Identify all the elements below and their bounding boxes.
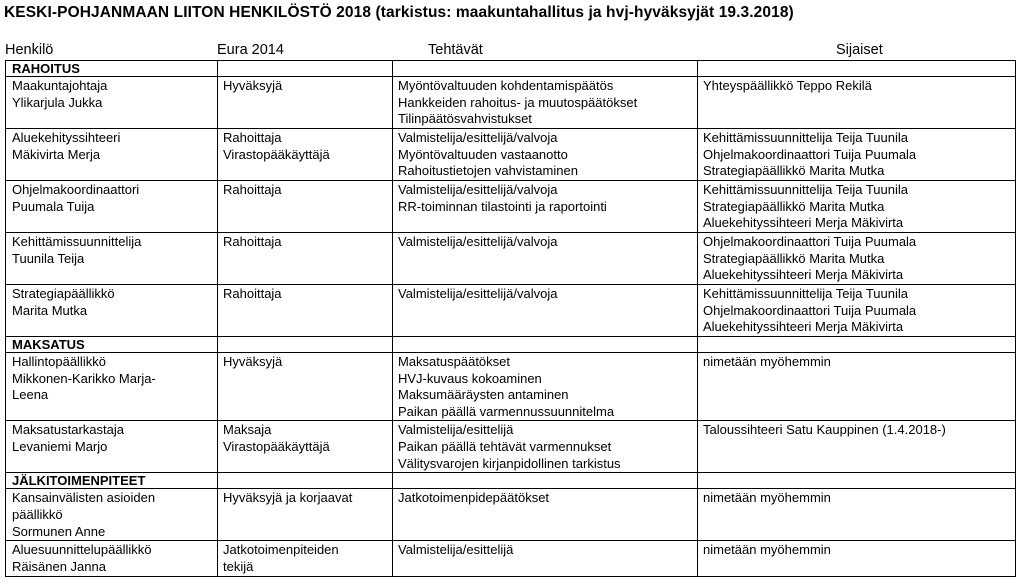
cell-line: Valmistelija/esittelijä/valvoja	[398, 286, 558, 301]
person-cell	[6, 489, 218, 541]
cell-line: Maksaja	[223, 422, 272, 438]
cell-line: Mikkonen-Karikko Marja-	[12, 370, 156, 386]
role-cell	[218, 181, 393, 233]
tasks-cell	[393, 233, 698, 285]
cell-line: Ohjelmakoordinaattori Tuija Puumala	[703, 302, 917, 318]
cell-line: Maksumääräysten antaminen	[398, 387, 569, 403]
column-header-tasks: Tehtävät	[428, 42, 483, 58]
cell-line: Hyväksyjä	[223, 78, 283, 93]
cell-line: Rahoittaja	[223, 234, 282, 249]
cell-line: Hyväksyjä ja korjaavat	[223, 490, 353, 506]
cell-line: nimetään myöhemmin	[703, 354, 831, 369]
section-empty-cell	[218, 337, 393, 353]
cell-line: Strategiapäällikkö Marita Mutka	[703, 198, 885, 214]
cell-line: HVJ-kuvaus kokoaminen	[398, 370, 542, 386]
person-cell	[6, 233, 218, 285]
section-empty-cell	[698, 337, 1016, 353]
person-cell	[6, 353, 218, 421]
cell-line: Maksatustarkastaja	[12, 422, 124, 438]
cell-line: Rahoittaja	[223, 130, 282, 145]
cell-line: Sormunen Anne	[12, 523, 106, 539]
cell-line: Kehittämissuunnittelija Teija Tuunila	[703, 286, 908, 301]
section-empty-cell	[393, 473, 698, 489]
cell-line: Strategiapäällikkö	[12, 286, 115, 301]
column-header-deputies: Sijaiset	[836, 42, 883, 58]
section-empty-cell	[698, 61, 1016, 77]
section-title: JÄLKITOIMENPITEET	[6, 473, 218, 489]
cell-line: Virastopääkäyttäjä	[223, 438, 330, 454]
table-row	[6, 489, 1016, 541]
cell-line: Paikan päällä varmennussuunnitelma	[398, 403, 615, 419]
cell-line: Ylikarjula Jukka	[12, 94, 103, 110]
cell-line: Hankkeiden rahoitus- ja muutospäätökset	[398, 94, 638, 110]
deputies-cell	[698, 77, 1016, 129]
cell-line: Tilinpäätösvahvistukset	[398, 111, 532, 127]
cell-line: Rahoitustietojen vahvistaminen	[398, 163, 578, 179]
cell-line: Aluesuunnittelupäällikkö	[12, 542, 152, 558]
tasks-cell	[393, 181, 698, 233]
column-header-eura-2014: Eura 2014	[217, 42, 284, 58]
section-empty-cell	[218, 61, 393, 77]
cell-line: Kehittämissuunnittelija Teija Tuunila	[703, 182, 908, 197]
deputies-cell	[698, 285, 1016, 337]
cell-line: Rahoittaja	[223, 182, 282, 197]
cell-line: Taloussihteeri Satu Kauppinen (1.4.2018-)	[703, 422, 946, 438]
tasks-cell	[393, 489, 698, 541]
cell-line: Hallintopäällikkö	[12, 354, 106, 369]
table-row	[6, 129, 1016, 181]
section-title: RAHOITUS	[6, 61, 218, 77]
table-row	[6, 353, 1016, 421]
tasks-cell	[393, 353, 698, 421]
table-row	[6, 421, 1016, 473]
cell-line: Aluekehityssihteeri Merja Mäkivirta	[703, 267, 904, 283]
section-empty-cell	[393, 337, 698, 353]
table-row	[6, 181, 1016, 233]
table-row	[6, 233, 1016, 285]
tasks-cell	[393, 421, 698, 473]
role-cell	[218, 353, 393, 421]
person-cell	[6, 129, 218, 181]
person-cell	[6, 77, 218, 129]
section-title: MAKSATUS	[6, 337, 218, 353]
table-row	[6, 77, 1016, 129]
cell-line: Valmistelija/esittelijä/valvoja	[398, 234, 558, 249]
cell-line: päällikkö	[12, 506, 63, 522]
deputies-cell	[698, 541, 1016, 577]
deputies-cell	[698, 233, 1016, 285]
cell-line: Virastopääkäyttäjä	[223, 146, 330, 162]
cell-line: Yhteyspäällikkö Teppo Rekilä	[703, 78, 872, 93]
cell-line: Jatkotoimenpiteiden	[223, 542, 339, 558]
section-empty-cell	[393, 61, 698, 77]
person-cell	[6, 421, 218, 473]
cell-line: Ohjelmakoordinaattori	[12, 182, 140, 197]
section-row	[6, 473, 1016, 489]
document-title: KESKI-POHJANMAAN LIITON HENKILÖSTÖ 2018 (tarkistus: maakuntahallitus ja hvj-hyväksyjät 19.3.2018)	[4, 4, 794, 21]
cell-line: Räisänen Janna	[12, 558, 106, 574]
tasks-cell	[393, 129, 698, 181]
role-cell	[218, 541, 393, 577]
cell-line: Ohjelmakoordinaattori Tuija Puumala	[703, 146, 917, 162]
cell-line: Leena	[12, 387, 49, 403]
person-cell	[6, 285, 218, 337]
cell-line: Mäkivirta Merja	[12, 146, 101, 162]
role-cell	[218, 129, 393, 181]
cell-line: Valmistelija/esittelijä	[398, 542, 514, 558]
cell-line: Kehittämissuunnittelija	[12, 234, 142, 249]
deputies-cell	[698, 489, 1016, 541]
cell-line: Ohjelmakoordinaattori Tuija Puumala	[703, 234, 917, 249]
cell-line: Strategiapäällikkö Marita Mutka	[703, 250, 885, 266]
cell-line: Myöntövaltuuden kohdentamispäätös	[398, 78, 614, 93]
cell-line: Valmistelija/esittelijä	[398, 422, 514, 438]
cell-line: nimetään myöhemmin	[703, 542, 831, 558]
cell-line: Maakuntajohtaja	[12, 78, 108, 93]
person-cell	[6, 181, 218, 233]
table-row	[6, 541, 1016, 577]
staff-table-body	[6, 61, 1016, 577]
cell-line: Paikan päällä tehtävät varmennukset	[398, 438, 612, 454]
role-cell	[218, 421, 393, 473]
cell-line: Marita Mutka	[12, 302, 88, 318]
cell-line: Jatkotoimenpidepäätökset	[398, 490, 550, 506]
tasks-cell	[393, 285, 698, 337]
section-row	[6, 61, 1016, 77]
cell-line: Myöntövaltuuden vastaanotto	[398, 146, 568, 162]
role-cell	[218, 489, 393, 541]
cell-line: Rahoittaja	[223, 286, 282, 301]
cell-line: Kehittämissuunnittelija Teija Tuunila	[703, 130, 908, 145]
cell-line: Strategiapäällikkö Marita Mutka	[703, 163, 885, 179]
deputies-cell	[698, 129, 1016, 181]
role-cell	[218, 233, 393, 285]
cell-line: Tuunila Teija	[12, 250, 85, 266]
cell-line: Kansainvälisten asioiden	[12, 490, 156, 506]
cell-line: Maksatuspäätökset	[398, 354, 511, 369]
staff-table	[5, 60, 1016, 577]
cell-line: Aluekehityssihteeri	[12, 130, 121, 145]
deputies-cell	[698, 181, 1016, 233]
tasks-cell	[393, 541, 698, 577]
deputies-cell	[698, 421, 1016, 473]
section-empty-cell	[218, 473, 393, 489]
cell-line: Hyväksyjä	[223, 354, 283, 369]
cell-line: Välitysvarojen kirjanpidollinen tarkistus	[398, 455, 621, 471]
column-header-person: Henkilö	[5, 42, 54, 58]
cell-line: Aluekehityssihteeri Merja Mäkivirta	[703, 215, 904, 231]
cell-line: Valmistelija/esittelijä/valvoja	[398, 182, 558, 197]
table-row	[6, 285, 1016, 337]
cell-line: nimetään myöhemmin	[703, 490, 831, 506]
cell-line: RR-toiminnan tilastointi ja raportointi	[398, 198, 607, 214]
deputies-cell	[698, 353, 1016, 421]
tasks-cell	[393, 77, 698, 129]
cell-line: Aluekehityssihteeri Merja Mäkivirta	[703, 319, 904, 335]
cell-line: Valmistelija/esittelijä/valvoja	[398, 130, 558, 145]
role-cell	[218, 285, 393, 337]
cell-line: Levaniemi Marjo	[12, 438, 108, 454]
cell-line: tekijä	[223, 558, 254, 574]
cell-line: Puumala Tuija	[12, 198, 95, 214]
section-empty-cell	[698, 473, 1016, 489]
section-row	[6, 337, 1016, 353]
person-cell	[6, 541, 218, 577]
role-cell	[218, 77, 393, 129]
